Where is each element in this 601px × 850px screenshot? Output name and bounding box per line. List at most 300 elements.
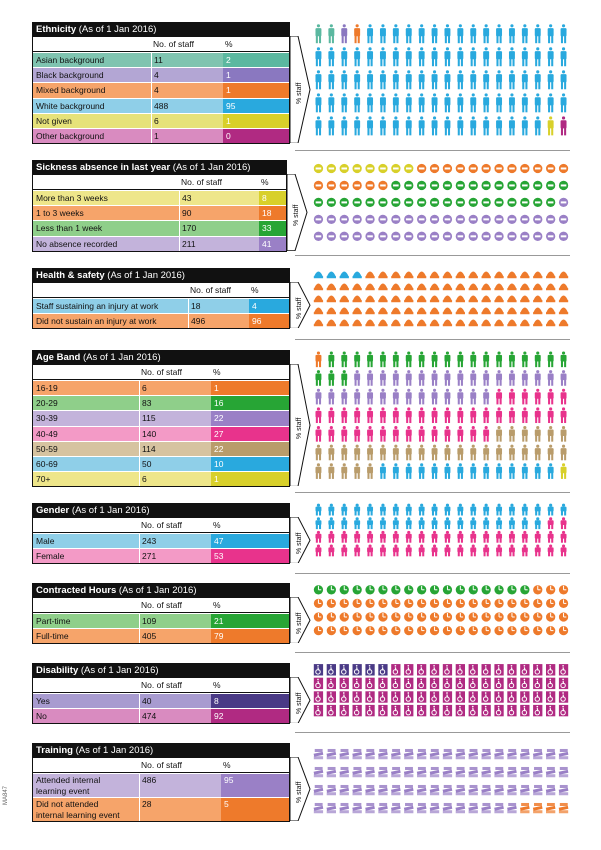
books-icon xyxy=(417,803,427,813)
wheelchair-icon xyxy=(391,705,400,716)
no-entry-icon xyxy=(340,232,349,241)
person-icon xyxy=(315,93,321,112)
pct-cell xyxy=(211,694,289,708)
person-icon xyxy=(496,445,502,461)
no-entry-icon xyxy=(417,181,426,190)
person-icon xyxy=(561,24,567,43)
table-title xyxy=(33,744,289,758)
no-entry-icon xyxy=(404,215,413,224)
no-entry-icon xyxy=(340,215,349,224)
person-icon xyxy=(367,370,373,386)
books-icon xyxy=(507,803,517,813)
hard-hat-icon xyxy=(365,283,374,290)
books-icon xyxy=(314,767,324,777)
hard-hat-icon xyxy=(391,271,400,278)
no-entry-icon xyxy=(353,232,362,241)
percent-arrow xyxy=(287,174,309,251)
wheelchair-icon xyxy=(456,705,465,716)
person-icon xyxy=(522,389,528,405)
wheelchair-icon xyxy=(520,664,529,675)
wheelchair-icon xyxy=(430,705,439,716)
person-icon xyxy=(315,24,321,43)
hard-hat-icon xyxy=(417,307,426,314)
person-icon xyxy=(548,93,554,112)
no-entry-icon xyxy=(520,215,529,224)
cell-divider xyxy=(139,457,140,471)
no-entry-icon xyxy=(417,198,426,207)
no-entry-icon xyxy=(456,215,465,224)
row-staff-value: 11 xyxy=(154,55,163,65)
no-entry-icon xyxy=(456,181,465,190)
person-icon xyxy=(457,47,463,66)
person-icon xyxy=(483,47,489,66)
wheelchair-icon xyxy=(340,664,349,675)
person-icon xyxy=(561,463,567,479)
no-entry-icon xyxy=(314,232,323,241)
books-icon xyxy=(326,803,336,813)
person-icon xyxy=(419,93,425,112)
table-row xyxy=(33,220,286,235)
person-icon xyxy=(354,544,360,556)
hard-hat-icon xyxy=(494,271,503,278)
wheelchair-icon xyxy=(559,705,568,716)
person-icon xyxy=(328,445,334,461)
wheelchair-icon xyxy=(340,705,349,716)
no-entry-icon xyxy=(378,232,387,241)
clock-icon xyxy=(327,599,336,608)
table-row xyxy=(33,426,289,441)
section-divider xyxy=(295,573,570,574)
arrow-label: % staff xyxy=(296,781,303,803)
row-staff-value: 1 xyxy=(154,130,159,141)
books-icon xyxy=(481,749,491,759)
clock-icon xyxy=(482,612,491,621)
table-row xyxy=(33,190,286,205)
no-entry-icon xyxy=(314,215,323,224)
books-icon xyxy=(533,749,543,759)
cell-divider xyxy=(179,237,180,251)
clock-icon xyxy=(430,599,439,608)
pct-cell xyxy=(211,472,289,486)
wheelchair-icon xyxy=(469,664,478,675)
books-icon xyxy=(417,749,427,759)
person-icon xyxy=(328,517,334,529)
clock-icon xyxy=(533,626,542,635)
person-icon xyxy=(432,531,438,543)
hard-hat-icon xyxy=(533,319,542,326)
hard-hat-icon xyxy=(546,307,555,314)
row-pct-value: 5 xyxy=(224,799,229,809)
arrow-label: % staff xyxy=(296,612,303,635)
person-icon xyxy=(548,445,554,461)
books-icon xyxy=(533,803,543,813)
wheelchair-icon xyxy=(327,664,336,675)
books-icon xyxy=(481,767,491,777)
cell-divider xyxy=(179,206,180,220)
table-title-sub: (As of 1 Jan 2016) xyxy=(118,585,197,596)
clock-icon xyxy=(559,599,568,608)
no-entry-icon xyxy=(391,232,400,241)
books-icon xyxy=(404,803,414,813)
pictogram-grid xyxy=(312,663,570,717)
person-icon xyxy=(483,116,489,135)
hard-hat-icon xyxy=(443,319,452,326)
wheelchair-icon xyxy=(378,691,387,702)
hard-hat-icon xyxy=(430,307,439,314)
percent-arrow xyxy=(290,677,312,723)
person-icon xyxy=(496,463,502,479)
no-entry-icon xyxy=(404,181,413,190)
wheelchair-icon xyxy=(417,691,426,702)
person-icon xyxy=(509,463,515,479)
person-icon xyxy=(522,463,528,479)
no-entry-icon xyxy=(443,215,452,224)
person-icon xyxy=(354,463,360,479)
hard-hat-icon xyxy=(494,319,503,326)
clock-icon xyxy=(417,612,426,621)
person-icon xyxy=(470,70,476,89)
pictogram xyxy=(312,583,570,642)
row-pct-value: 4 xyxy=(252,301,257,311)
hard-hat-icon xyxy=(378,283,387,290)
no-entry-icon xyxy=(533,198,542,207)
hard-hat-icon xyxy=(353,271,362,278)
books-icon xyxy=(352,767,362,777)
person-icon xyxy=(548,370,554,386)
row-staff-value: 90 xyxy=(182,208,192,219)
books-icon xyxy=(455,767,465,777)
no-entry-icon xyxy=(520,198,529,207)
books-icon xyxy=(546,767,556,777)
person-icon xyxy=(457,544,463,556)
person-icon xyxy=(406,426,412,442)
person-icon xyxy=(496,531,502,543)
wheelchair-icon xyxy=(378,678,387,689)
row-label: Attended internal xyxy=(36,775,101,785)
person-icon xyxy=(354,47,360,66)
person-icon xyxy=(419,426,425,442)
wheelchair-icon xyxy=(482,678,491,689)
row-label: White background xyxy=(36,100,105,111)
person-icon xyxy=(483,463,489,479)
person-icon xyxy=(561,426,567,442)
person-icon xyxy=(444,531,450,543)
person-icon xyxy=(509,370,515,386)
person-icon xyxy=(380,531,386,543)
table-title xyxy=(33,161,286,175)
person-icon xyxy=(496,116,502,135)
person-icon xyxy=(496,47,502,66)
column-header-staff: No. of staff xyxy=(181,177,222,187)
hard-hat-icon xyxy=(353,319,362,326)
hard-hat-icon xyxy=(507,319,516,326)
person-icon xyxy=(444,47,450,66)
person-icon xyxy=(444,517,450,529)
cell-divider xyxy=(151,114,152,128)
hard-hat-icon xyxy=(559,295,568,302)
person-icon xyxy=(535,445,541,461)
wheelchair-icon xyxy=(546,705,555,716)
hard-hat-icon xyxy=(494,307,503,314)
hard-hat-icon xyxy=(520,319,529,326)
clock-icon xyxy=(507,599,516,608)
clock-icon xyxy=(559,612,568,621)
table-row xyxy=(33,313,289,328)
person-icon xyxy=(354,407,360,423)
clock-icon xyxy=(314,626,323,635)
hard-hat-icon xyxy=(340,283,349,290)
person-icon xyxy=(367,544,373,556)
row-label: 60-69 xyxy=(36,458,58,469)
hard-hat-icon xyxy=(559,307,568,314)
person-icon xyxy=(470,351,476,367)
person-icon xyxy=(535,504,541,516)
no-entry-icon xyxy=(520,164,529,173)
person-icon xyxy=(380,389,386,405)
hard-hat-icon xyxy=(340,295,349,302)
person-icon xyxy=(457,517,463,529)
clock-icon xyxy=(353,599,362,608)
row-pct-value: 41 xyxy=(262,238,272,249)
row-staff-value: 6 xyxy=(154,115,159,126)
table-title-sub: (As of 1 Jan 2016) xyxy=(172,162,251,173)
person-icon xyxy=(341,517,347,529)
wheelchair-icon xyxy=(456,691,465,702)
person-icon xyxy=(522,70,528,89)
hard-hat-icon xyxy=(314,319,323,326)
hard-hat-icon xyxy=(314,307,323,314)
hard-hat-icon xyxy=(365,307,374,314)
hard-hat-icon xyxy=(443,283,452,290)
person-icon xyxy=(457,70,463,89)
pictogram xyxy=(312,268,570,333)
table-header xyxy=(33,678,289,693)
wheelchair-icon xyxy=(482,691,491,702)
hard-hat-icon xyxy=(546,283,555,290)
person-icon xyxy=(561,116,567,135)
books-icon xyxy=(378,749,388,759)
table-row xyxy=(33,797,289,821)
no-entry-icon xyxy=(353,164,362,173)
books-icon xyxy=(455,749,465,759)
person-icon xyxy=(393,70,399,89)
table-header xyxy=(33,365,289,380)
hard-hat-icon xyxy=(456,283,465,290)
person-icon xyxy=(522,426,528,442)
no-entry-icon xyxy=(520,181,529,190)
person-icon xyxy=(509,407,515,423)
row-staff-value: 271 xyxy=(142,551,157,562)
person-icon xyxy=(561,47,567,66)
person-icon xyxy=(444,544,450,556)
person-icon xyxy=(496,504,502,516)
row-pct-value: 8 xyxy=(262,193,267,203)
clock-icon xyxy=(443,585,452,594)
person-icon xyxy=(444,504,450,516)
no-entry-icon xyxy=(507,232,516,241)
cell-divider xyxy=(139,442,140,456)
hard-hat-icon xyxy=(456,319,465,326)
table-row xyxy=(33,533,289,548)
row-label: Female xyxy=(36,551,65,562)
data-table xyxy=(32,583,290,644)
clock-icon xyxy=(456,626,465,635)
wheelchair-icon xyxy=(443,705,452,716)
person-icon xyxy=(535,351,541,367)
books-icon xyxy=(326,785,336,795)
arrow-label: % staff xyxy=(296,532,303,555)
row-label: Staff sustaining an injury at work xyxy=(36,301,159,311)
books-icon xyxy=(559,803,569,813)
person-icon xyxy=(341,93,347,112)
person-icon xyxy=(419,504,425,516)
table-row xyxy=(33,82,289,97)
table-row xyxy=(33,693,289,708)
row-pct-value: 21 xyxy=(214,616,224,626)
clock-icon xyxy=(456,612,465,621)
table-row xyxy=(33,456,289,471)
row-staff-value: 28 xyxy=(142,799,152,809)
table-title-main: Age Band xyxy=(36,352,81,363)
row-staff-value: 40 xyxy=(142,696,152,706)
no-entry-icon xyxy=(494,232,503,241)
arrow-label: % staff xyxy=(296,297,303,320)
books-icon xyxy=(365,785,375,795)
person-icon xyxy=(535,407,541,423)
table-row xyxy=(33,113,289,128)
person-icon xyxy=(470,370,476,386)
person-icon xyxy=(315,531,321,543)
table-title xyxy=(33,269,289,283)
cell-divider xyxy=(139,629,140,643)
books-icon xyxy=(443,803,453,813)
hard-hat-icon xyxy=(494,295,503,302)
row-label: 30-39 xyxy=(36,413,58,424)
pct-cell xyxy=(223,83,289,97)
person-icon xyxy=(470,116,476,135)
column-header-pct: % xyxy=(261,177,269,187)
person-icon xyxy=(509,351,515,367)
row-staff-value: 486 xyxy=(142,775,157,785)
row-staff-value: 50 xyxy=(142,458,152,469)
row-staff-value: 405 xyxy=(142,631,157,642)
person-icon xyxy=(483,531,489,543)
percent-arrow xyxy=(290,757,312,821)
hard-hat-icon xyxy=(546,271,555,278)
books-icon xyxy=(339,785,349,795)
person-icon xyxy=(406,445,412,461)
clock-icon xyxy=(365,626,374,635)
no-entry-icon xyxy=(417,215,426,224)
row-staff-value: 170 xyxy=(182,223,197,234)
wheelchair-icon xyxy=(365,691,374,702)
person-icon xyxy=(406,24,412,43)
person-icon xyxy=(419,370,425,386)
person-icon xyxy=(432,351,438,367)
person-icon xyxy=(315,370,321,386)
hard-hat-icon xyxy=(443,295,452,302)
person-icon xyxy=(354,370,360,386)
hard-hat-icon xyxy=(391,319,400,326)
person-icon xyxy=(354,504,360,516)
person-icon xyxy=(548,463,554,479)
no-entry-icon xyxy=(507,215,516,224)
column-header-pct: % xyxy=(213,367,221,377)
no-entry-icon xyxy=(353,198,362,207)
person-icon xyxy=(315,517,321,529)
person-icon xyxy=(315,544,321,556)
clock-icon xyxy=(314,585,323,594)
wheelchair-icon xyxy=(559,664,568,675)
books-icon xyxy=(468,749,478,759)
wheelchair-icon xyxy=(417,664,426,675)
person-icon xyxy=(470,24,476,43)
wheelchair-icon xyxy=(443,678,452,689)
clock-icon xyxy=(327,612,336,621)
person-icon xyxy=(483,389,489,405)
no-entry-icon xyxy=(365,232,374,241)
no-entry-icon xyxy=(482,198,491,207)
data-table xyxy=(32,22,290,144)
wheelchair-icon xyxy=(417,678,426,689)
books-icon xyxy=(546,803,556,813)
person-icon xyxy=(328,47,334,66)
clock-icon xyxy=(327,626,336,635)
row-pct-value: 22 xyxy=(214,443,224,454)
person-icon xyxy=(341,544,347,556)
person-icon xyxy=(496,24,502,43)
no-entry-icon xyxy=(378,181,387,190)
wheelchair-icon xyxy=(469,678,478,689)
no-entry-icon xyxy=(520,232,529,241)
table-row xyxy=(33,236,286,251)
person-icon xyxy=(561,517,567,529)
hard-hat-icon xyxy=(456,307,465,314)
hard-hat-icon xyxy=(365,319,374,326)
person-icon xyxy=(393,370,399,386)
no-entry-icon xyxy=(494,215,503,224)
hard-hat-icon xyxy=(520,307,529,314)
person-icon xyxy=(393,544,399,556)
person-icon xyxy=(509,93,515,112)
person-icon xyxy=(315,351,321,367)
clock-icon xyxy=(353,585,362,594)
person-icon xyxy=(561,407,567,423)
pictogram xyxy=(312,663,570,722)
no-entry-icon xyxy=(365,215,374,224)
books-icon xyxy=(546,749,556,759)
cell-divider xyxy=(139,381,140,395)
person-icon xyxy=(328,351,334,367)
row-pct-value: 10 xyxy=(214,458,224,469)
hard-hat-icon xyxy=(520,271,529,278)
books-icon xyxy=(559,749,569,759)
person-icon xyxy=(341,351,347,367)
person-icon xyxy=(315,426,321,442)
person-icon xyxy=(380,544,386,556)
wheelchair-icon xyxy=(353,664,362,675)
wheelchair-icon xyxy=(417,705,426,716)
hard-hat-icon xyxy=(482,307,491,314)
table-header xyxy=(33,283,289,298)
person-icon xyxy=(406,370,412,386)
cell-divider xyxy=(139,411,140,425)
person-icon xyxy=(457,351,463,367)
person-icon xyxy=(548,504,554,516)
person-icon xyxy=(483,93,489,112)
footer-code: MA847 xyxy=(3,785,9,805)
books-icon xyxy=(443,785,453,795)
